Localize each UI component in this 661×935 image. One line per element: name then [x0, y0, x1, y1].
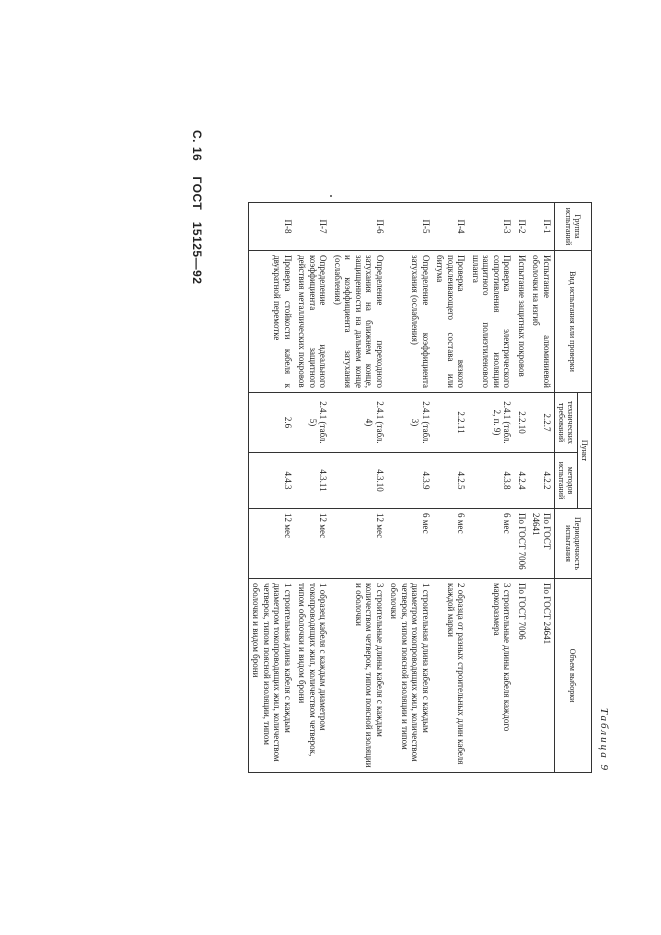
cell-group: П-5: [387, 203, 433, 251]
cell-tech: 2.4.1 (табл. 5): [295, 393, 331, 453]
header-type: Вид испытания или проверки: [555, 251, 592, 393]
standard-label: ГОСТ: [190, 176, 204, 211]
scan-dot: [330, 195, 332, 197]
header-group: Группа испытаний: [555, 203, 592, 251]
cell-volume: 1 строительная длина кабеля с каждым диаметром токопроводящих жил, количеством четверок, типом поясной изоляции, типом оболочки и видом брони: [249, 579, 296, 773]
table-row: [433, 203, 469, 773]
cell-period: По ГОСТ 7006: [515, 509, 530, 579]
cell-tech: 2.4.1 (табл. 2, п. 9): [469, 393, 515, 453]
cell-volume: По ГОСТ 24641: [529, 579, 555, 773]
cell-period: 12 мес: [331, 509, 388, 579]
cell-period: 12 мес: [249, 509, 296, 579]
cell-group: П-4: [433, 203, 469, 251]
header-volume: Объем выборки: [555, 579, 592, 773]
cell-method: 4.3.11: [295, 453, 331, 509]
cell-tech: 2.2.11: [433, 393, 469, 453]
cell-method: 4.2.5: [433, 453, 469, 509]
table-block: [148, 202, 608, 772]
cell-period: По ГОСТ 24641: [529, 509, 555, 579]
cell-type: Проверка электрического сопротивления изоляции защитного полиэтиленового шланга: [469, 251, 515, 393]
table-row: [331, 203, 388, 773]
table-row: [529, 203, 555, 773]
header-period: Периодичность испытания: [555, 509, 592, 579]
cell-tech: 2.2.10: [515, 393, 530, 453]
cell-volume: 3 строительные длины кабеля с каждым количеством четверок, типом поясной изоляции и оболочки: [331, 579, 388, 773]
cell-volume: 1 строительная длина кабеля с каждым диаметром токопроводящих жил, количеством четверок, типом поясной изоляции и типом оболочки: [387, 579, 433, 773]
standard-number: 15125—92: [190, 221, 204, 285]
cell-period: 6 мес: [469, 509, 515, 579]
cell-group: П-8: [249, 203, 296, 251]
cell-period: 6 мес: [433, 509, 469, 579]
cell-method: 4.3.8: [469, 453, 515, 509]
cell-group: П-1: [529, 203, 555, 251]
table-row: [387, 203, 433, 773]
cell-volume: 3 строительные длины кабеля каждого маркоразмера: [469, 579, 515, 773]
cell-type: Проверка стойкости кабеля к двукратной перемотке: [249, 251, 296, 393]
cell-type: Определение переходного затухания на ближнем конце, защищенности на дальнем конце и коэффициента затухания (ослабления): [331, 251, 388, 393]
cell-type: Проверка вязкого подклеивающего состава или битума: [433, 251, 469, 393]
table-row: [515, 203, 530, 773]
cell-tech: 2.4.1 (табл. 3): [387, 393, 433, 453]
cell-tech: 2.6: [249, 393, 296, 453]
cell-tech: 2.4.1 (табл. 4): [331, 393, 388, 453]
cell-type: Испытание защитных покровов: [515, 251, 530, 393]
cell-method: 4.2.2: [529, 453, 555, 509]
cell-volume: 1 образец кабеля с каждым диаметром токопроводящих жил, количеством четверок, типом оболочки и видом брони: [295, 579, 331, 773]
cell-method: 4.2.4: [515, 453, 530, 509]
cell-period: 12 мес: [295, 509, 331, 579]
header-punkt: Пункт: [578, 393, 592, 509]
cell-type: Определение коэффициента затухания (ослабления): [387, 251, 433, 393]
cell-group: П-2: [515, 203, 530, 251]
header-methods: методов испытаний: [555, 453, 578, 509]
table-row: [469, 203, 515, 773]
cell-method: 4.3.9: [387, 453, 433, 509]
cell-type: Определение идеального коэффициента защитного действия металлических покровов: [295, 251, 331, 393]
cell-type: Испытание алюминиевой оболочки на изгиб: [529, 251, 555, 393]
cell-method: 4.4.3: [249, 453, 296, 509]
cell-period: 6 мес: [387, 509, 433, 579]
table-caption: Таблица 9: [598, 707, 610, 772]
cell-group: П-3: [469, 203, 515, 251]
cell-tech: 2.2.7: [529, 393, 555, 453]
cell-group: П-7: [295, 203, 331, 251]
table-row: [249, 203, 296, 773]
cell-volume: По ГОСТ 7006: [515, 579, 530, 773]
page-ref: С. 16: [190, 130, 204, 162]
cell-group: П-6: [331, 203, 388, 251]
test-table: [248, 202, 592, 773]
cell-volume: 2 образца от разных строительных длин кабеля каждой марки: [433, 579, 469, 773]
cell-method: 4.3.10: [331, 453, 388, 509]
table-row: [295, 203, 331, 773]
header-tech-req: технических требований: [555, 393, 578, 453]
